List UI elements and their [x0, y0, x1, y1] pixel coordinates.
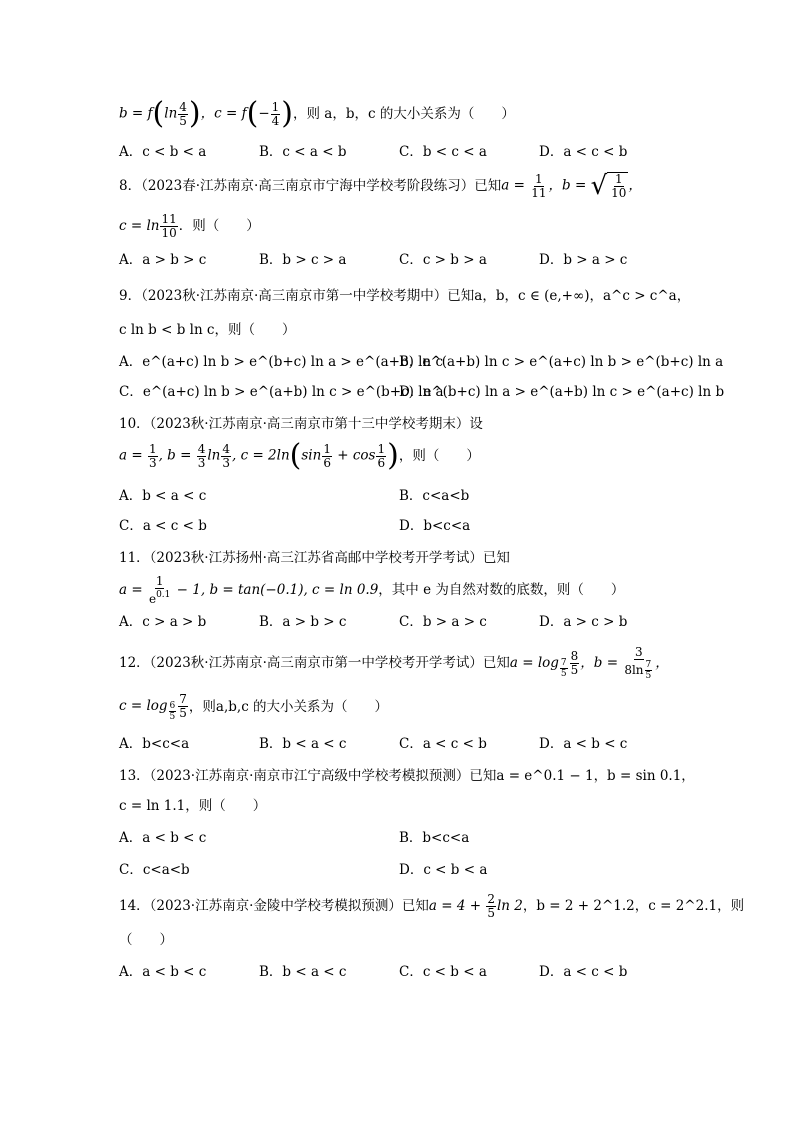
q11-option-a[interactable]: A．c > a > b — [119, 614, 207, 630]
q9-option-a[interactable]: A．e^(a+c) ln b > e^(b+c) ln a > e^(a+b) ln c — [119, 354, 444, 370]
q14-stem-line2: （ ） — [119, 932, 173, 948]
q7-option-d[interactable]: D．a < c < b — [539, 144, 628, 160]
q11-formula: a = $\frac{1}{e^{0.1}}$ − 1, b = tan(−0.1), c = ln 0.9 — [119, 573, 379, 606]
q9-stem: 9．（2023秋·江苏南京·高三南京市第一中学校考期中）已知a，b，c ∈ (e,+∞)，a^c > c^a， — [119, 288, 691, 304]
q14-option-a[interactable]: A．a < b < c — [119, 964, 207, 980]
q9-option-b[interactable]: B．e^(a+b) ln c > e^(a+c) ln b > e^(b+c) ln a — [399, 354, 724, 370]
q8-formula-c: c = ln $\frac{11}{10}$ — [119, 211, 177, 240]
q10-stem-tail: ，则（ ） — [398, 448, 480, 464]
q7-option-a[interactable]: A．c < b < a — [119, 144, 207, 160]
q8-option-a[interactable]: A．a > b > c — [119, 252, 207, 268]
q9-option-d[interactable]: D．e^(b+c) ln a > e^(a+b) ln c > e^(a+c) ln b — [399, 384, 725, 400]
q8-option-d[interactable]: D．b > a > c — [539, 252, 628, 268]
q13-options-row1 — [119, 829, 679, 847]
q8-option-b[interactable]: B．b > c > a — [259, 252, 347, 268]
q12-option-a[interactable]: A．b<c<a — [119, 736, 190, 752]
q7-stem-tail: ，则 a，b，c 的大小关系为（ ） — [292, 106, 515, 122]
q12-stem-tail: ，则a,b,c 的大小关系为（ ） — [188, 699, 389, 715]
q7-options — [119, 143, 679, 161]
q10-stem: 10．（2023秋·江苏南京·高三南京市第十三中学校考期末）设 — [119, 416, 483, 432]
q12-option-c[interactable]: C．a < c < b — [399, 736, 487, 752]
q13-stem: 13．（2023·江苏南京·南京市江宁高级中学校考模拟预测）已知a = e^0.1 − 1，b = sin 0.1， — [119, 768, 695, 784]
q12-option-d[interactable]: D．a < b < c — [539, 736, 628, 752]
q10-stem-line2 — [119, 439, 679, 473]
q14-option-b[interactable]: B．b < a < c — [259, 964, 347, 980]
q11-options — [119, 613, 679, 631]
q10-option-b[interactable]: B．c<a<b — [399, 488, 470, 504]
q10-formula: a = $\frac{1}{3}$ , b = $\frac{4}{3}$ ln $\frac{4}{3}$ , c = 2ln(sin $\frac{1}{6}$ + cos $\frac{1}{6}$ ) — [119, 438, 399, 473]
q7-formula: b = f(ln $\frac{4}{5}$ )，c = f(− $\frac{1}{4}$ ) — [119, 96, 293, 131]
q14-formula-a: a = 4 + $\frac{2}{5}$ ln 2 — [428, 891, 523, 920]
q7-option-b[interactable]: B．c < a < b — [259, 144, 347, 160]
q10-options-row2 — [119, 517, 679, 535]
q11-option-d[interactable]: D．a > c > b — [539, 614, 628, 630]
q13-option-a[interactable]: A．a < b < c — [119, 830, 207, 846]
q10-options-row1 — [119, 487, 679, 505]
q8-stem-tail: ．则（ ） — [178, 218, 260, 234]
q12-formula-ab: a = log $_{\frac{7}{5}}$ $\frac{8}{5}$ ，b = 3 8ln $\frac{7}{5}$ ， — [509, 644, 669, 681]
q12-options — [119, 735, 679, 753]
q11-stem-line2 — [119, 573, 679, 607]
q8-option-c[interactable]: C．c > b > a — [399, 252, 487, 268]
q9-options-row1 — [119, 353, 724, 371]
q10-option-c[interactable]: C．a < c < b — [119, 518, 207, 534]
q13-option-c[interactable]: C．c<a<b — [119, 862, 190, 878]
q7-stem — [119, 97, 679, 131]
q8-formula-ab: a = $\frac{1}{11}$ ，b = √ $\frac{1}{10}$ ， — [501, 171, 642, 201]
q14-stem-line1 — [119, 889, 745, 923]
q14-option-d[interactable]: D．a < c < b — [539, 964, 628, 980]
q8-stem: 8．（2023春·江苏南京·高三南京市宁海中学校考阶段练习）已知 — [119, 178, 502, 194]
q11-stem: 11．（2023秋·江苏扬州·高三江苏省高邮中学校考开学考试）已知 — [119, 550, 510, 566]
q11-option-c[interactable]: C．b > a > c — [399, 614, 487, 630]
q9-options-row2 — [119, 383, 725, 401]
q10-option-d[interactable]: D．b<c<a — [399, 518, 471, 534]
q13-option-d[interactable]: D．c < b < a — [399, 862, 488, 878]
q12-formula-c: c = log $_{\frac{6}{5}}$ $\frac{7}{5}$ — [119, 691, 187, 722]
q9-stem-line2: c ln b < b ln c，则（ ） — [119, 322, 296, 338]
q8-stem-line1 — [119, 169, 679, 203]
q7-option-c[interactable]: C．b < c < a — [399, 144, 487, 160]
q8-options — [119, 251, 679, 269]
q10-option-a[interactable]: A．b < a < c — [119, 488, 207, 504]
q14-stem-tail: ，b = 2 + 2^1.2，c = 2^2.1，则 — [522, 898, 745, 914]
q14-option-c[interactable]: C．c < b < a — [399, 964, 487, 980]
q8-stem-line2 — [119, 211, 679, 241]
q12-stem-line1 — [119, 645, 679, 681]
q13-options-row2 — [119, 861, 679, 879]
q9-option-c[interactable]: C．e^(a+c) ln b > e^(a+b) ln c > e^(b+c) ln a — [119, 384, 444, 400]
q14-stem: 14．（2023·江苏南京·金陵中学校考模拟预测）已知 — [119, 898, 429, 914]
q11-stem-tail: ，其中 e 为自然对数的底数，则（ ） — [378, 582, 625, 598]
q12-stem-line2 — [119, 691, 679, 723]
q13-stem-line2: c = ln 1.1，则（ ） — [119, 798, 267, 814]
q12-option-b[interactable]: B．b < a < c — [259, 736, 347, 752]
page-content — [119, 96, 745, 981]
q11-option-b[interactable]: B．a > b > c — [259, 614, 347, 630]
q12-stem: 12．（2023秋·江苏南京·高三南京市第一中学校考开学考试）已知 — [119, 655, 510, 671]
q13-option-b[interactable]: B．b<c<a — [399, 830, 470, 846]
q14-options — [119, 963, 679, 981]
